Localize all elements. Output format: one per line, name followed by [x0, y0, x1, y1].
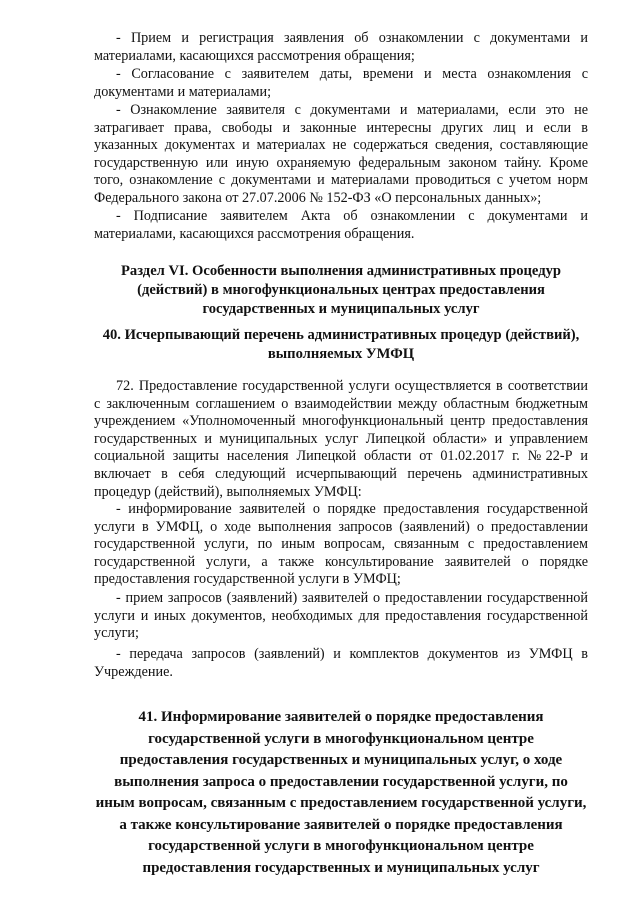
list-item: - Прием и регистрация заявления об ознакомлении с документами и материалами, касающихся рассмотрения обращения;	[94, 30, 588, 64]
subsection-40-title: 40. Исчерпывающий перечень административных процедур (действий), выполняемых УМФЦ	[102, 327, 580, 362]
list-item: - Согласование с заявителем даты, времени и места ознакомления с документами и материалами;	[94, 66, 588, 100]
list-item: - информирование заявителей о порядке предоставления государственной услуги в УМФЦ, о ходе выполнения запросов (заявлений) о предоставлении государственной услуги, по иным вопросам, связанным с предоставлением государственной услуги, а также консультирование заявителей о порядке предоставления государственной услуги в УМФЦ;	[94, 501, 588, 588]
list-item: - прием запросов (заявлений) заявителей о предоставлении государственной услуги и иных документов, необходимых для предоставления государственной услуги;	[94, 590, 588, 642]
section-title: Раздел VI. Особенности выполнения административных процедур (действий) в многофункциональных центрах предоставления государственных и муниципальных услуг	[121, 263, 561, 317]
list-item: - Ознакомление заявителя с документами и материалами, если это не затрагивает права, свободы и законные интересны других лиц и если в указанных документах и материалах не содержаться сведения, составляющие государственную или иную охраняемую федеральным законом тайну. Кроме того, ознакомление с документами и материалами проводиться с учетом норм Федерального закона от 27.07.2006 № 152-ФЗ «О персональных данных»;	[94, 102, 588, 206]
list-item: - передача запросов (заявлений) и комплектов документов из УМФЦ в Учреждение.	[94, 646, 588, 680]
subsection-41-title: 41. Информирование заявителей о порядке предоставления государственной услуги в многофункциональном центре предоставления государственных и муниципальных услуг, о ходе выполнения запроса о предоставлении государственной услуги, по иным вопросам, связанным с предоставлением государственной услуги, а также консультирование заявителей о порядке предоставления государственной услуги в многофункциональном центре предоставления государственных и муниципальных услуг	[95, 709, 587, 876]
list-item: - Подписание заявителем Акта об ознакомлении с документами и материалами, касающихся рассмотрения обращения.	[94, 208, 588, 242]
paragraph-72: 72. Предоставление государственной услуги осуществляется в соответствии с заключенным соглашением о взаимодействии между областным бюджетным учреждением «Уполномоченный многофункциональный центр предоставления государственных и муниципальных услуг Липецкой области» и управлением социальной защиты населения Липецкой области от 01.02.2017 г. №22-Р и включает в себя следующий исчерпывающий перечень административных процедур (действий), выполняемых УМФЦ:	[94, 378, 588, 500]
